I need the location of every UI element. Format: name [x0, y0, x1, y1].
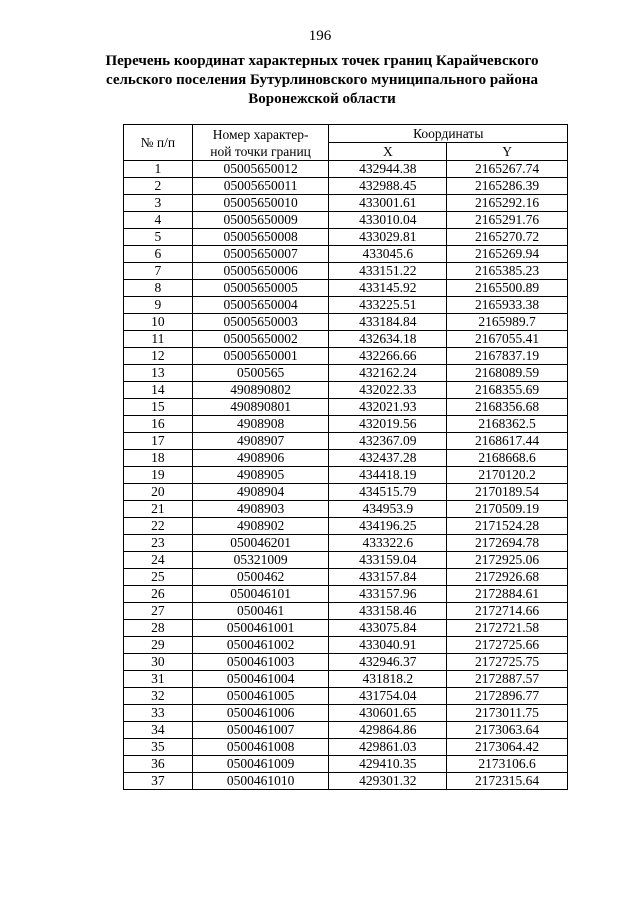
table-row [124, 654, 568, 671]
cell-row-number: 33 [124, 705, 193, 722]
cell-y: 2172714.66 [447, 603, 568, 620]
cell-x: 432022.33 [329, 382, 447, 399]
cell-point-number: 4908902 [192, 518, 329, 535]
cell-point-number: 0500461005 [192, 688, 329, 705]
cell-x: 433158.46 [329, 603, 447, 620]
cell-point-number: 05005650003 [192, 314, 329, 331]
cell-point-number: 0500461001 [192, 620, 329, 637]
cell-x: 433145.92 [329, 280, 447, 297]
cell-point-number: 0500461 [192, 603, 329, 620]
cell-x: 434196.25 [329, 518, 447, 535]
cell-row-number: 2 [124, 178, 193, 195]
header-point-number [192, 125, 329, 161]
header-point-line-2: ной точки границ [210, 143, 311, 159]
cell-row-number: 19 [124, 467, 193, 484]
cell-point-number: 050046201 [192, 535, 329, 552]
cell-y: 2172925.06 [447, 552, 568, 569]
cell-x: 432021.93 [329, 399, 447, 416]
cell-x: 434515.79 [329, 484, 447, 501]
cell-y: 2172725.75 [447, 654, 568, 671]
cell-point-number: 0500461007 [192, 722, 329, 739]
cell-point-number: 0500461009 [192, 756, 329, 773]
header-row-number: № п/п [124, 125, 193, 161]
cell-y: 2167837.19 [447, 348, 568, 365]
table-row [124, 484, 568, 501]
cell-row-number: 12 [124, 348, 193, 365]
cell-row-number: 35 [124, 739, 193, 756]
table-row [124, 263, 568, 280]
cell-point-number: 05005650001 [192, 348, 329, 365]
cell-row-number: 29 [124, 637, 193, 654]
cell-row-number: 6 [124, 246, 193, 263]
cell-row-number: 22 [124, 518, 193, 535]
cell-x: 432437.28 [329, 450, 447, 467]
cell-point-number: 050046101 [192, 586, 329, 603]
cell-row-number: 26 [124, 586, 193, 603]
cell-row-number: 11 [124, 331, 193, 348]
cell-row-number: 32 [124, 688, 193, 705]
table-row [124, 688, 568, 705]
table-row [124, 195, 568, 212]
cell-point-number: 4908903 [192, 501, 329, 518]
cell-y: 2165267.74 [447, 161, 568, 178]
cell-row-number: 36 [124, 756, 193, 773]
cell-y: 2172315.64 [447, 773, 568, 790]
cell-x: 434953.9 [329, 501, 447, 518]
table-row [124, 246, 568, 263]
cell-y: 2172884.61 [447, 586, 568, 603]
table-row [124, 773, 568, 790]
table-row [124, 348, 568, 365]
cell-x: 433157.96 [329, 586, 447, 603]
cell-row-number: 10 [124, 314, 193, 331]
cell-y: 2172887.57 [447, 671, 568, 688]
table-row [124, 603, 568, 620]
table-row [124, 705, 568, 722]
cell-x: 432266.66 [329, 348, 447, 365]
cell-y: 2173064.42 [447, 739, 568, 756]
cell-y: 2168668.6 [447, 450, 568, 467]
cell-x: 433001.61 [329, 195, 447, 212]
cell-row-number: 17 [124, 433, 193, 450]
cell-row-number: 16 [124, 416, 193, 433]
table-row [124, 535, 568, 552]
cell-point-number: 05005650006 [192, 263, 329, 280]
cell-y: 2165933.38 [447, 297, 568, 314]
cell-point-number: 4908904 [192, 484, 329, 501]
cell-y: 2168089.59 [447, 365, 568, 382]
table-row [124, 450, 568, 467]
cell-point-number: 05005650011 [192, 178, 329, 195]
cell-point-number: 4908907 [192, 433, 329, 450]
cell-y: 2172926.68 [447, 569, 568, 586]
cell-row-number: 37 [124, 773, 193, 790]
cell-x: 433040.91 [329, 637, 447, 654]
cell-x: 432988.45 [329, 178, 447, 195]
cell-x: 432946.37 [329, 654, 447, 671]
cell-row-number: 3 [124, 195, 193, 212]
cell-point-number: 0500462 [192, 569, 329, 586]
cell-row-number: 23 [124, 535, 193, 552]
cell-point-number: 0500565 [192, 365, 329, 382]
cell-point-number: 4908908 [192, 416, 329, 433]
table-row [124, 586, 568, 603]
cell-row-number: 7 [124, 263, 193, 280]
cell-y: 2172725.66 [447, 637, 568, 654]
cell-x: 433184.84 [329, 314, 447, 331]
title-line-2: сельского поселения Бутурлиновского муниципального района [106, 72, 538, 88]
cell-x: 433151.22 [329, 263, 447, 280]
cell-row-number: 9 [124, 297, 193, 314]
cell-row-number: 30 [124, 654, 193, 671]
cell-x: 433075.84 [329, 620, 447, 637]
cell-x: 432944.38 [329, 161, 447, 178]
document-title [60, 52, 584, 109]
cell-y: 2172694.78 [447, 535, 568, 552]
cell-x: 429301.32 [329, 773, 447, 790]
cell-row-number: 31 [124, 671, 193, 688]
cell-x: 432367.09 [329, 433, 447, 450]
header-y: Y [447, 143, 568, 161]
cell-x: 433225.51 [329, 297, 447, 314]
cell-y: 2165500.89 [447, 280, 568, 297]
coordinates-table [123, 124, 568, 790]
table-row [124, 280, 568, 297]
cell-point-number: 490890802 [192, 382, 329, 399]
cell-y: 2173106.6 [447, 756, 568, 773]
table-row [124, 501, 568, 518]
cell-y: 2170189.54 [447, 484, 568, 501]
cell-point-number: 4908906 [192, 450, 329, 467]
table-header [124, 125, 568, 161]
cell-row-number: 13 [124, 365, 193, 382]
cell-x: 433045.6 [329, 246, 447, 263]
cell-point-number: 0500461003 [192, 654, 329, 671]
cell-y: 2172896.77 [447, 688, 568, 705]
table-row [124, 229, 568, 246]
cell-y: 2168362.5 [447, 416, 568, 433]
cell-point-number: 4908905 [192, 467, 329, 484]
cell-x: 431754.04 [329, 688, 447, 705]
cell-row-number: 1 [124, 161, 193, 178]
table-row [124, 518, 568, 535]
cell-point-number: 05321009 [192, 552, 329, 569]
cell-point-number: 0500461008 [192, 739, 329, 756]
title-line-3: Воронежской области [248, 91, 396, 107]
cell-y: 2168355.69 [447, 382, 568, 399]
cell-point-number: 05005650008 [192, 229, 329, 246]
table-body [124, 161, 568, 790]
cell-row-number: 27 [124, 603, 193, 620]
table-row [124, 739, 568, 756]
cell-x: 434418.19 [329, 467, 447, 484]
table-row [124, 399, 568, 416]
cell-y: 2171524.28 [447, 518, 568, 535]
cell-x: 429864.86 [329, 722, 447, 739]
cell-y: 2165292.16 [447, 195, 568, 212]
header-coordinates: Координаты [329, 125, 568, 143]
table-row [124, 161, 568, 178]
cell-row-number: 25 [124, 569, 193, 586]
cell-y: 2165286.39 [447, 178, 568, 195]
cell-row-number: 15 [124, 399, 193, 416]
cell-row-number: 8 [124, 280, 193, 297]
table-row [124, 314, 568, 331]
table-row [124, 569, 568, 586]
cell-row-number: 18 [124, 450, 193, 467]
cell-x: 430601.65 [329, 705, 447, 722]
table-row [124, 722, 568, 739]
table-row [124, 212, 568, 229]
cell-row-number: 4 [124, 212, 193, 229]
cell-y: 2173063.64 [447, 722, 568, 739]
cell-row-number: 20 [124, 484, 193, 501]
header-x: X [329, 143, 447, 161]
cell-y: 2173011.75 [447, 705, 568, 722]
cell-x: 429410.35 [329, 756, 447, 773]
cell-y: 2165989.7 [447, 314, 568, 331]
cell-point-number: 05005650009 [192, 212, 329, 229]
cell-row-number: 5 [124, 229, 193, 246]
cell-point-number: 05005650004 [192, 297, 329, 314]
cell-y: 2170509.19 [447, 501, 568, 518]
cell-point-number: 0500461004 [192, 671, 329, 688]
cell-y: 2165291.76 [447, 212, 568, 229]
cell-row-number: 21 [124, 501, 193, 518]
cell-y: 2170120.2 [447, 467, 568, 484]
cell-x: 432634.18 [329, 331, 447, 348]
table-row [124, 637, 568, 654]
cell-row-number: 34 [124, 722, 193, 739]
table-row [124, 620, 568, 637]
cell-x: 433159.04 [329, 552, 447, 569]
cell-point-number: 0500461002 [192, 637, 329, 654]
cell-y: 2168356.68 [447, 399, 568, 416]
cell-y: 2168617.44 [447, 433, 568, 450]
table-row [124, 467, 568, 484]
table-row [124, 433, 568, 450]
header-point-line-1: Номер характер- [212, 126, 309, 142]
cell-point-number: 0500461006 [192, 705, 329, 722]
cell-x: 432019.56 [329, 416, 447, 433]
table-row [124, 365, 568, 382]
cell-x: 433010.04 [329, 212, 447, 229]
table-row [124, 671, 568, 688]
title-line-1: Перечень координат характерных точек границ Карайчевского [105, 53, 539, 69]
cell-x: 433029.81 [329, 229, 447, 246]
table-row [124, 416, 568, 433]
cell-point-number: 05005650012 [192, 161, 329, 178]
cell-x: 433322.6 [329, 535, 447, 552]
table-row [124, 552, 568, 569]
cell-point-number: 05005650005 [192, 280, 329, 297]
cell-y: 2165269.94 [447, 246, 568, 263]
cell-x: 431818.2 [329, 671, 447, 688]
cell-x: 432162.24 [329, 365, 447, 382]
table-row [124, 382, 568, 399]
cell-x: 429861.03 [329, 739, 447, 756]
table-row [124, 331, 568, 348]
cell-point-number: 05005650007 [192, 246, 329, 263]
table-row [124, 178, 568, 195]
cell-row-number: 24 [124, 552, 193, 569]
cell-row-number: 14 [124, 382, 193, 399]
cell-point-number: 0500461010 [192, 773, 329, 790]
cell-row-number: 28 [124, 620, 193, 637]
cell-y: 2172721.58 [447, 620, 568, 637]
cell-y: 2167055.41 [447, 331, 568, 348]
page-number: 196 [308, 28, 332, 44]
cell-y: 2165270.72 [447, 229, 568, 246]
cell-point-number: 05005650002 [192, 331, 329, 348]
cell-x: 433157.84 [329, 569, 447, 586]
table-row [124, 297, 568, 314]
cell-point-number: 05005650010 [192, 195, 329, 212]
table-row [124, 756, 568, 773]
cell-point-number: 490890801 [192, 399, 329, 416]
cell-y: 2165385.23 [447, 263, 568, 280]
